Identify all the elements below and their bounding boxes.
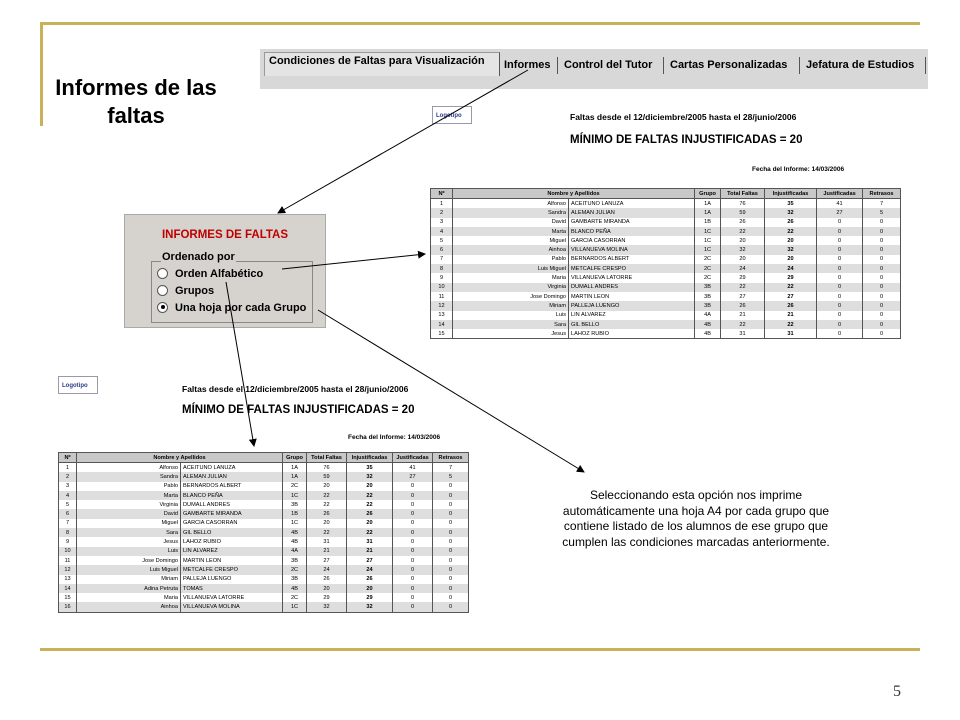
- table-cell: 21: [347, 547, 393, 556]
- table-cell: 22: [307, 500, 347, 509]
- table-cell: 26: [347, 509, 393, 518]
- table-cell: Luis Miguel: [453, 264, 569, 273]
- table-cell: Miguel: [453, 236, 569, 245]
- table-cell: Sandra: [77, 472, 181, 481]
- table-cell: Jose Domingo: [453, 292, 569, 301]
- slide-title: Informes de las faltas: [55, 75, 217, 128]
- table-cell: 4A: [283, 547, 307, 556]
- table-cell: 0: [817, 311, 863, 320]
- table-cell: Virginia: [77, 500, 181, 509]
- table-cell: 3B: [695, 292, 721, 301]
- table-cell: 0: [817, 236, 863, 245]
- table-cell: 24: [765, 264, 817, 273]
- table-cell: 0: [393, 509, 433, 518]
- table-cell: 22: [347, 500, 393, 509]
- col-header: Nº: [59, 453, 77, 463]
- table-cell: 15: [59, 593, 77, 602]
- table-cell: 59: [721, 208, 765, 217]
- table-cell: 22: [307, 528, 347, 537]
- table-cell: 13: [431, 311, 453, 320]
- table-cell: 22: [765, 320, 817, 329]
- col-header: Nombre y Apellidos: [453, 189, 695, 199]
- table-cell: 10: [431, 283, 453, 292]
- table-cell: 5: [433, 472, 469, 481]
- table-cell: 2C: [695, 264, 721, 273]
- col-header: Retrasos: [433, 453, 469, 463]
- table-cell: 0: [863, 292, 901, 301]
- table-cell: 0: [433, 500, 469, 509]
- table-cell: 15: [431, 329, 453, 339]
- table-cell: BERNARDOS ALBERT: [569, 255, 695, 264]
- table-cell: 4: [59, 491, 77, 500]
- table-cell: 0: [393, 593, 433, 602]
- col-header: Justificadas: [817, 189, 863, 199]
- table-cell: 26: [307, 509, 347, 518]
- table-cell: 0: [863, 283, 901, 292]
- radio-label: Grupos: [175, 285, 215, 297]
- table-cell: 41: [393, 463, 433, 473]
- table-cell: GAMBARTE MIRANDA: [569, 218, 695, 227]
- table-cell: Miriam: [77, 575, 181, 584]
- table-cell: GARCIA CASORRAN: [569, 236, 695, 245]
- table-cell: 1A: [695, 199, 721, 209]
- arrow-option-to-group-report: [282, 254, 425, 269]
- table-cell: 0: [393, 537, 433, 546]
- table-cell: 0: [817, 218, 863, 227]
- table-cell: LAHOZ RUBIO: [569, 329, 695, 339]
- table-cell: 26: [765, 301, 817, 310]
- table-cell: 3: [431, 218, 453, 227]
- table-cell: 0: [433, 593, 469, 602]
- table-cell: 0: [393, 500, 433, 509]
- table-cell: 21: [765, 311, 817, 320]
- col-header: Grupo: [695, 189, 721, 199]
- table-cell: 20: [347, 519, 393, 528]
- table-cell: 3B: [695, 283, 721, 292]
- table-cell: 35: [347, 463, 393, 473]
- table-cell: 0: [863, 264, 901, 273]
- table-cell: 32: [765, 208, 817, 217]
- arrow-option-to-alpha-report: [226, 282, 254, 446]
- table-cell: Sara: [77, 528, 181, 537]
- table-cell: 1C: [695, 245, 721, 254]
- table-cell: VILLANUEVA LATORRE: [569, 273, 695, 282]
- table-cell: 0: [863, 255, 901, 264]
- table-cell: 2C: [283, 565, 307, 574]
- table-cell: 26: [721, 218, 765, 227]
- table-cell: MARTIN LEON: [181, 556, 283, 565]
- table-cell: 9: [59, 537, 77, 546]
- table-cell: 26: [721, 301, 765, 310]
- table-cell: 76: [721, 199, 765, 209]
- table-cell: 76: [307, 463, 347, 473]
- table-cell: 0: [393, 528, 433, 537]
- table-cell: 35: [765, 199, 817, 209]
- table-cell: 4B: [283, 537, 307, 546]
- table-cell: Marta: [453, 227, 569, 236]
- table-cell: 22: [765, 227, 817, 236]
- table-cell: 0: [863, 311, 901, 320]
- col-header: Nombre y Apellidos: [77, 453, 283, 463]
- table-cell: 8: [431, 264, 453, 273]
- table-cell: 4B: [283, 528, 307, 537]
- table-cell: 6: [431, 245, 453, 254]
- table-cell: 4A: [695, 311, 721, 320]
- table-cell: Marta: [77, 491, 181, 500]
- col-header: Total Faltas: [721, 189, 765, 199]
- table-cell: 2C: [283, 482, 307, 491]
- arrow-tab-to-dialog: [278, 70, 528, 213]
- table-cell: 27: [393, 472, 433, 481]
- table-cell: 2: [431, 208, 453, 217]
- table-cell: GAMBARTE MIRANDA: [181, 509, 283, 518]
- table-cell: Luis: [77, 547, 181, 556]
- table-cell: 0: [393, 519, 433, 528]
- table-cell: 0: [863, 329, 901, 339]
- table-cell: 22: [721, 283, 765, 292]
- table-cell: METCALFE CRESPO: [181, 565, 283, 574]
- table-cell: 16: [59, 602, 77, 612]
- table-cell: 2C: [695, 273, 721, 282]
- table-cell: Alfonso: [77, 463, 181, 473]
- table-cell: 29: [765, 273, 817, 282]
- table-cell: 8: [59, 528, 77, 537]
- table-cell: 21: [721, 311, 765, 320]
- table-cell: 41: [817, 199, 863, 209]
- table-cell: 22: [721, 227, 765, 236]
- table-cell: 20: [721, 255, 765, 264]
- table-cell: 10: [59, 547, 77, 556]
- table-cell: DUMALL ANDRES: [181, 500, 283, 509]
- table-cell: 31: [307, 537, 347, 546]
- table-cell: 3B: [695, 301, 721, 310]
- tab-jefatura[interactable]: Jefatura de Estudios: [802, 57, 926, 74]
- table-cell: 5: [59, 500, 77, 509]
- table-cell: 0: [433, 509, 469, 518]
- table-cell: 7: [431, 255, 453, 264]
- table-cell: 12: [59, 565, 77, 574]
- table-cell: 1C: [283, 491, 307, 500]
- table-cell: 27: [817, 208, 863, 217]
- table-cell: 0: [817, 329, 863, 339]
- table-cell: 1: [59, 463, 77, 473]
- table-cell: 0: [863, 320, 901, 329]
- table-cell: 26: [347, 575, 393, 584]
- table-cell: LAHOZ RUBIO: [181, 537, 283, 546]
- table-cell: Maria: [77, 593, 181, 602]
- table-cell: 1C: [283, 602, 307, 612]
- table-cell: 0: [433, 575, 469, 584]
- table-cell: 24: [307, 565, 347, 574]
- table-cell: 0: [433, 519, 469, 528]
- table-cell: Adina Petruta: [77, 584, 181, 593]
- table-cell: 4B: [695, 320, 721, 329]
- table-cell: Virginia: [453, 283, 569, 292]
- table-cell: Ainhoa: [453, 245, 569, 254]
- table-cell: 3B: [283, 500, 307, 509]
- table-cell: Sara: [453, 320, 569, 329]
- table-cell: 0: [433, 584, 469, 593]
- table-cell: Luis: [453, 311, 569, 320]
- table-cell: 32: [721, 245, 765, 254]
- table-cell: 20: [765, 236, 817, 245]
- col-header: Total Faltas: [307, 453, 347, 463]
- table-cell: 1C: [695, 227, 721, 236]
- table-cell: 31: [721, 329, 765, 339]
- table-cell: LIN ALVAREZ: [569, 311, 695, 320]
- table-cell: 0: [817, 245, 863, 254]
- table-cell: 27: [721, 292, 765, 301]
- table-cell: 0: [817, 301, 863, 310]
- table-cell: 0: [393, 547, 433, 556]
- table-cell: 0: [393, 575, 433, 584]
- radio-label: Una hoja por cada Grupo: [175, 302, 307, 314]
- tab-control-tutor[interactable]: Control del Tutor: [560, 57, 664, 74]
- table-cell: 22: [307, 491, 347, 500]
- table-cell: Miguel: [77, 519, 181, 528]
- table-cell: 0: [863, 227, 901, 236]
- dialog-title: INFORMES DE FALTAS: [161, 229, 289, 241]
- table-cell: DUMALL ANDRES: [569, 283, 695, 292]
- table-cell: 0: [433, 528, 469, 537]
- report-minimum: MÍNIMO DE FALTAS INJUSTIFICADAS = 20: [182, 404, 415, 416]
- table-cell: 1A: [283, 472, 307, 481]
- table-cell: 0: [863, 245, 901, 254]
- table-cell: 0: [433, 537, 469, 546]
- page-number: 5: [893, 683, 901, 700]
- table-cell: 14: [431, 320, 453, 329]
- col-header: Nº: [431, 189, 453, 199]
- table-cell: LIN ALVAREZ: [181, 547, 283, 556]
- table-cell: 1B: [283, 509, 307, 518]
- col-header: Justificadas: [393, 453, 433, 463]
- table-cell: Pablo: [453, 255, 569, 264]
- table-cell: 5: [863, 208, 901, 217]
- table-cell: Jesus: [453, 329, 569, 339]
- group-legend: Ordenado por: [162, 251, 235, 263]
- table-cell: 1C: [283, 519, 307, 528]
- table-cell: 0: [433, 482, 469, 491]
- table-cell: 1B: [695, 218, 721, 227]
- table-cell: 0: [817, 283, 863, 292]
- table-cell: 5: [431, 236, 453, 245]
- table-cell: 0: [393, 584, 433, 593]
- table-cell: 20: [307, 584, 347, 593]
- report-date: Fecha del Informe: 14/03/2006: [348, 434, 441, 441]
- table-cell: BLANCO PEÑA: [569, 227, 695, 236]
- table-cell: ALEMAN JULIAN: [569, 208, 695, 217]
- table-cell: Jose Domingo: [77, 556, 181, 565]
- report-period: Faltas desde el 12/diciembre/2005 hasta el 28/junio/2006: [570, 112, 797, 122]
- table-cell: 20: [347, 482, 393, 491]
- table-cell: MARTIN LEON: [569, 292, 695, 301]
- table-cell: 22: [347, 528, 393, 537]
- table-cell: 31: [347, 537, 393, 546]
- col-header: Retrasos: [863, 189, 901, 199]
- table-cell: 0: [433, 556, 469, 565]
- table-cell: 2C: [695, 255, 721, 264]
- table-cell: 6: [59, 509, 77, 518]
- table-cell: 9: [431, 273, 453, 282]
- table-cell: David: [453, 218, 569, 227]
- table-cell: 0: [817, 255, 863, 264]
- table-cell: 2C: [283, 593, 307, 602]
- table-cell: GIL BELLO: [181, 528, 283, 537]
- table-cell: 0: [433, 602, 469, 612]
- table-cell: 0: [393, 565, 433, 574]
- table-cell: 4B: [283, 584, 307, 593]
- table-cell: 31: [765, 329, 817, 339]
- table-cell: 27: [765, 292, 817, 301]
- table-cell: 20: [307, 482, 347, 491]
- table-cell: 0: [863, 218, 901, 227]
- table-cell: BLANCO PEÑA: [181, 491, 283, 500]
- table-cell: 20: [347, 584, 393, 593]
- table-cell: 0: [817, 264, 863, 273]
- table-cell: 4B: [695, 329, 721, 339]
- table-cell: 7: [59, 519, 77, 528]
- table-cell: 32: [765, 245, 817, 254]
- table-cell: 24: [347, 565, 393, 574]
- logo-placeholder: Logotipo: [432, 106, 472, 124]
- table-cell: VILLANUEVA LATORRE: [181, 593, 283, 602]
- arrow-option-to-note: [318, 310, 584, 472]
- table-cell: 7: [433, 463, 469, 473]
- table-cell: 11: [431, 292, 453, 301]
- table-cell: 0: [817, 227, 863, 236]
- table-cell: 0: [863, 301, 901, 310]
- report-period: Faltas desde el 12/diciembre/2005 hasta el 28/junio/2006: [182, 384, 409, 394]
- table-cell: GIL BELLO: [569, 320, 695, 329]
- table-cell: 0: [393, 556, 433, 565]
- table-cell: 1: [431, 199, 453, 209]
- tab-informes[interactable]: Informes: [500, 57, 558, 74]
- col-header: Injustificadas: [347, 453, 393, 463]
- table-cell: 3B: [283, 556, 307, 565]
- table-cell: 24: [721, 264, 765, 273]
- table-cell: Jesus: [77, 537, 181, 546]
- table-cell: 20: [765, 255, 817, 264]
- table-cell: Luis Miguel: [77, 565, 181, 574]
- table-cell: 0: [817, 273, 863, 282]
- table-cell: 3: [59, 482, 77, 491]
- table-cell: 14: [59, 584, 77, 593]
- table-cell: 32: [347, 472, 393, 481]
- tab-condiciones[interactable]: Condiciones de Faltas para Visualización: [264, 52, 500, 76]
- table-cell: 32: [307, 602, 347, 612]
- table-cell: 0: [863, 236, 901, 245]
- report-date: Fecha del Informe: 14/03/2006: [752, 166, 845, 173]
- table-cell: 20: [721, 236, 765, 245]
- report-minimum: MÍNIMO DE FALTAS INJUSTIFICADAS = 20: [570, 134, 803, 146]
- table-cell: 27: [307, 556, 347, 565]
- table-cell: 0: [817, 320, 863, 329]
- table-cell: 29: [347, 593, 393, 602]
- table-cell: PALLEJA LUENGO: [181, 575, 283, 584]
- table-cell: 22: [721, 320, 765, 329]
- table-cell: 0: [433, 565, 469, 574]
- table-cell: 0: [863, 273, 901, 282]
- table-cell: VILLANUEVA MOLINA: [181, 602, 283, 612]
- table-cell: TOMAS: [181, 584, 283, 593]
- table-cell: ACEITUNO LANUZA: [569, 199, 695, 209]
- table-cell: Miriam: [453, 301, 569, 310]
- table-cell: 29: [721, 273, 765, 282]
- table-cell: 26: [765, 218, 817, 227]
- table-cell: 20: [307, 519, 347, 528]
- table-cell: 11: [59, 556, 77, 565]
- table-cell: ACEITUNO LANUZA: [181, 463, 283, 473]
- table-cell: BERNARDOS ALBERT: [181, 482, 283, 491]
- tab-cartas[interactable]: Cartas Personalizadas: [666, 57, 800, 74]
- table-cell: 13: [59, 575, 77, 584]
- table-cell: 0: [433, 491, 469, 500]
- table-cell: 0: [393, 602, 433, 612]
- logo-placeholder: Logotipo: [58, 376, 98, 394]
- table-cell: 0: [817, 292, 863, 301]
- table-cell: Ainhoa: [77, 602, 181, 612]
- col-header: Injustificadas: [765, 189, 817, 199]
- table-cell: 22: [347, 491, 393, 500]
- col-header: Grupo: [283, 453, 307, 463]
- table-cell: 0: [393, 491, 433, 500]
- table-cell: 59: [307, 472, 347, 481]
- table-cell: Sandra: [453, 208, 569, 217]
- table-cell: 4: [431, 227, 453, 236]
- table-cell: Alfonso: [453, 199, 569, 209]
- table-cell: 7: [863, 199, 901, 209]
- table-cell: 0: [393, 482, 433, 491]
- table-cell: GARCIA CASORRAN: [181, 519, 283, 528]
- table-cell: 27: [347, 556, 393, 565]
- table-cell: 1A: [695, 208, 721, 217]
- radio-label: Orden Alfabético: [175, 268, 264, 280]
- table-cell: 12: [431, 301, 453, 310]
- table-cell: 2: [59, 472, 77, 481]
- table-cell: David: [77, 509, 181, 518]
- option-note: Seleccionando esta opción nos imprime automáticamente una hoja A4 por cada grupo que contiene listado de los alumnos de ese grupo que cumplen las condiciones marcadas anteriormente.: [562, 488, 830, 549]
- table-cell: METCALFE CRESPO: [569, 264, 695, 273]
- table-cell: 32: [347, 602, 393, 612]
- table-cell: Maria: [453, 273, 569, 282]
- table-cell: 0: [433, 547, 469, 556]
- table-cell: VILLANUEVA MOLINA: [569, 245, 695, 254]
- table-cell: 21: [307, 547, 347, 556]
- table-cell: 22: [765, 283, 817, 292]
- table-cell: 1A: [283, 463, 307, 473]
- table-cell: 1C: [695, 236, 721, 245]
- table-cell: Pablo: [77, 482, 181, 491]
- table-cell: PALLEJA LUENGO: [569, 301, 695, 310]
- table-cell: 3B: [283, 575, 307, 584]
- table-cell: 26: [307, 575, 347, 584]
- table-cell: ALEMAN JULIAN: [181, 472, 283, 481]
- table-cell: 29: [307, 593, 347, 602]
